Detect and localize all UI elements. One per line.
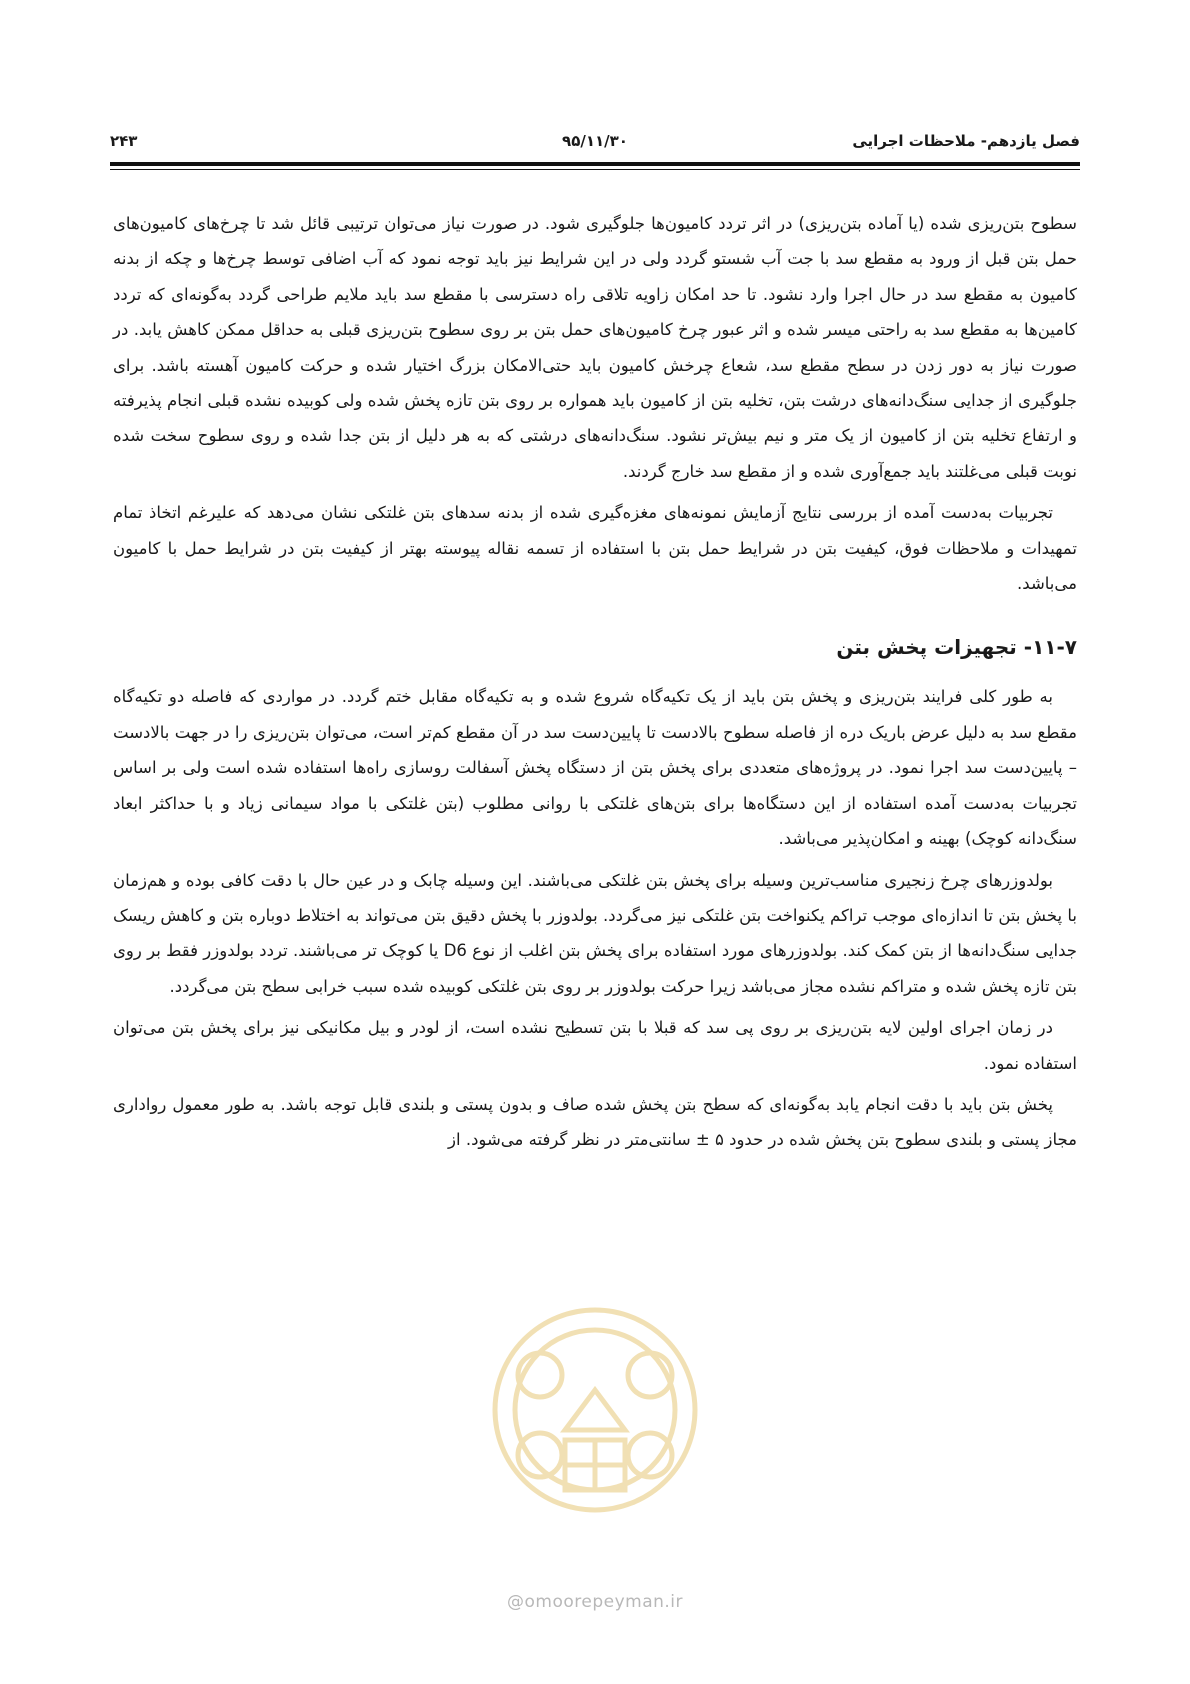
header-rule-thin — [110, 169, 1080, 170]
paragraph: به طور کلی فرایند بتن‌ریزی و پخش بتن باید از یک تکیه‌گاه شروع شده و به تکیه‌گاه مقابل ختم گردد. در مواردی که فاصله دو تکیه‌گاه مقطع سد به دلیل عرض باریک دره از فاصله سطوح بالادست تا پایین‌دست سد در آن مقطع کم‌تر است، می‌توان بتن‌ریزی را در جهت بالادست – پایین‌دست سد اجرا نمود. در پروژه‌های متعددی برای پخش بتن از دستگاه پخش آسفالت روسازی راه‌ها استفاده شده است ولی بر اساس تجربیات به‌دست آمده استفاده از این دستگاه‌ها برای بتن‌های غلتکی با روانی مطلوب (بتن غلتکی با مواد سیمانی زیاد و با حداکثر ابعاد سنگ‌دانه کوچک) بهینه و امکان‌پذیر می‌باشد. — [113, 687, 1077, 849]
watermark-site: @omoorepeyman.ir — [506, 1592, 684, 1612]
chapter-title: فصل یازدهم- ملاحظات اجرایی — [852, 132, 1080, 150]
page-header — [110, 118, 1080, 158]
header-rule-thick — [110, 162, 1080, 166]
gear-logo-icon — [470, 1280, 720, 1540]
paragraph: پخش بتن باید با دقت انجام یابد به‌گونه‌ای که سطح بتن پخش شده صاف و بدون پستی و بلندی قابل توجه باشد. به طور معمول رواداری مجاز پستی و بلندی سطوح بتن پخش شده در حدود ۵ ± سانتی‌متر در نظر گرفته می‌شود. از — [113, 1094, 1077, 1150]
section-heading: ۱۱-۷- تجهیزات پخش بتن — [836, 635, 1077, 660]
paragraph: در زمان اجرای اولین لایه بتن‌ریزی بر روی پی سد که قبلا با بتن تسطیح نشده است، از لودر و بیل مکانیکی نیز برای پخش بتن می‌توان استفاده نمود. — [113, 1018, 1077, 1073]
paragraph: سطوح بتن‌ریزی شده (یا آماده بتن‌ریزی) در اثر تردد کامیون‌ها جلوگیری شود. در صورت نیاز می‌توان ترتیبی قائل شد تا چرخ‌های کامیون‌های حمل بتن قبل از ورود به مقطع سد با جت آب شستو گردد ولی در این شرایط نیز باید توجه نمود که آب اضافی توسط چرخ‌ها و چکه از بدنه کامیون به مقطع سد در حال اجرا وارد نشود. تا حد امکان زاویه تلاقی راه دسترسی با مقطع سد باید ملایم طراحی گردد به‌گونه‌ای که تردد کامین‌ها به مقطع سد به راحتی میسر شده و اثر عبور چرخ کامیون‌های حمل بتن بر روی سطوح بتن‌ریزی قبلی به حداقل ممکن کاهش یابد. در صورت نیاز به دور زدن در سطح مقطع سد، شعاع چرخش کامیون باید حتی‌الامکان بزرگ اختیار شده و حرکت کامیون آهسته باشد. برای جلوگیری از جدایی سنگ‌دانه‌های درشت بتن، تخلیه بتن از کامیون باید همواره بر روی بتن تازه پخش شده ولی کوبیده نشده قبلی انجام پذیرفته و ارتفاع تخلیه بتن از کامیون از یک متر و نیم بیش‌تر نشود. سنگ‌دانه‌های درشتی که به هر دلیل از بتن جدا شده و روی سطوح سخت شده نوبت قبلی می‌غلتند باید جمع‌آوری شده و از مقطع سد خارج گردند. — [113, 214, 1077, 481]
page-body — [113, 206, 1077, 1164]
paragraph: تجربیات به‌دست آمده از بررسی نتایج آزمایش نمونه‌های مغزه‌گیری شده از بدنه سدهای بتن غلتکی نشان می‌دهد که علیرغم اتخاذ تمام تمهیدات و ملاحظات فوق، کیفیت بتن در شرایط حمل بتن با استفاده از تسمه نقاله پیوسته بهتر از کیفیت بتن در شرایط حمل با کامیون می‌باشد. — [113, 503, 1077, 594]
page-number: ۲۴۳ — [110, 132, 138, 150]
header-date: ۹۵/۱۱/۳۰ — [562, 132, 628, 150]
paragraph: بولدوزرهای چرخ زنجیری مناسب‌ترین وسیله برای پخش بتن غلتکی می‌باشند. این وسیله چابک و در عین حال با دقت کافی بوده و هم‌زمان با پخش بتن تا اندازه‌ای موجب تراکم یکنواخت بتن غلتکی نیز می‌گردد. بولدوزر با پخش دقیق بتن می‌تواند به اختلاط دوباره بتن و کاهش ریسک جدایی سنگ‌دانه‌ها از بتن کمک کند. بولدوزرهای مورد استفاده برای پخش بتن اغلب از نوع D6 یا کوچک تر می‌باشند. تردد بولدوزر فقط بر روی بتن تازه پخش شده و متراکم نشده مجاز می‌باشد زیرا حرکت بولدوزر بر روی بتن غلتکی کوبیده شده سبب خرابی سطح بتن می‌گردد. — [113, 870, 1077, 996]
